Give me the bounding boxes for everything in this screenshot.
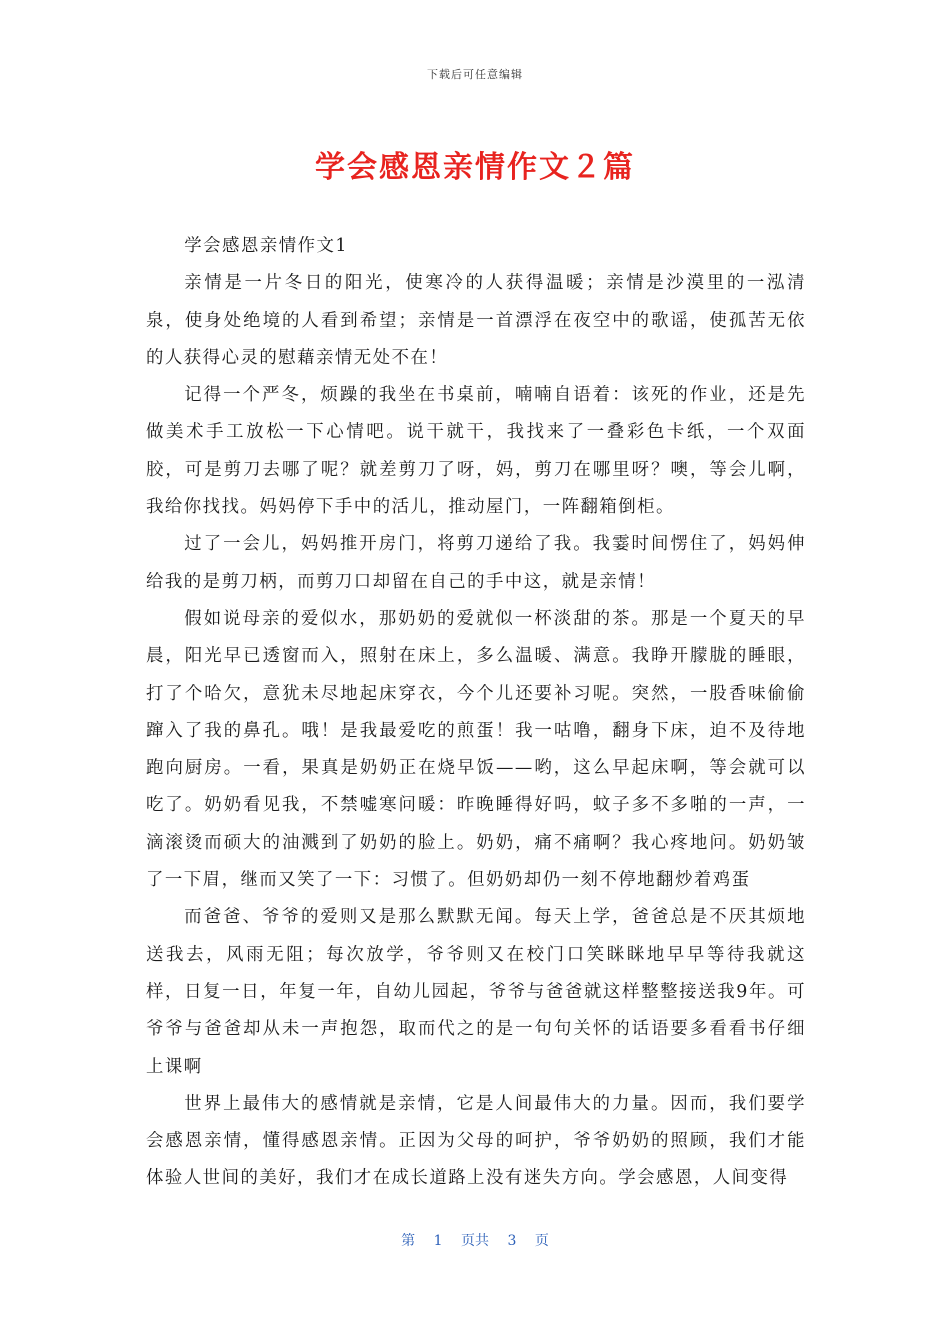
footer-total-pages: 3	[507, 1233, 517, 1249]
document-body	[146, 228, 806, 1198]
footer-middle: 页共	[461, 1233, 489, 1249]
paragraph: 而爸爸、爷爷的爱则又是那么默默无闻。每天上学，爸爸总是不厌其烦地送我去，风雨无阻；每次放学，爷爷则又在校门口笑眯眯地早早等待我就这样，日复一日，年复一年，自幼儿园起，爷爷与爸爸就这样整整接送我9年。可爷爷与爸爸却从未一声抱怨，取而代之的是一句句关怀的话语要多看看书仔细上课啊	[146, 907, 806, 1077]
section-heading: 学会感恩亲情作文1	[184, 236, 348, 256]
paragraph: 亲情是一片冬日的阳光，使寒冷的人获得温暖；亲情是沙漠里的一泓清泉，使身处绝境的人看到希望；亲情是一首漂浮在夜空中的歌谣，使孤苦无依的人获得心灵的慰藉亲情无处不在！	[146, 273, 806, 368]
header-note: 下载后可任意编辑	[427, 68, 523, 81]
footer-page-number: 1	[433, 1233, 443, 1249]
page-footer	[0, 1230, 950, 1250]
document-title: 学会感恩亲情作文２篇	[315, 150, 635, 185]
paragraph: 过了一会儿，妈妈推开房门，将剪刀递给了我。我霎时间愣住了，妈妈伸给我的是剪刀柄，而剪刀口却留在自己的手中这，就是亲情！	[146, 534, 806, 592]
paragraph: 假如说母亲的爱似水，那奶奶的爱就似一杯淡甜的茶。那是一个夏天的早晨，阳光早已透窗而入，照射在床上，多么温暖、满意。我睁开朦胧的睡眼，打了个哈欠，意犹未尽地起床穿衣，今个儿还要补习呢。突然，一股香味偷偷蹿入了我的鼻孔。哦！是我最爱吃的煎蛋！我一咕噜，翻身下床，迫不及待地跑向厨房。一看，果真是奶奶正在烧早饭——哟，这么早起床啊，等会就可以吃了。奶奶看见我，不禁嘘寒问暖：昨晚睡得好吗，蚊子多不多啪的一声，一滴滚烫而硕大的油溅到了奶奶的脸上。奶奶，痛不痛啊？我心疼地问。奶奶皱了一下眉，继而又笑了一下：习惯了。但奶奶却仍一刻不停地翻炒着鸡蛋	[146, 608, 806, 891]
paragraph: 世界上最伟大的感情就是亲情，它是人间最伟大的力量。因而，我们要学会感恩亲情，懂得感恩亲情。正因为父母的呵护，爷爷奶奶的照顾，我们才能体验人世间的美好，我们才在成长道路上没有迷失方向。学会感恩，人间变得	[146, 1093, 806, 1189]
footer-prefix: 第	[401, 1233, 416, 1249]
paragraph: 记得一个严冬，烦躁的我坐在书桌前，喃喃自语着：该死的作业，还是先做美术手工放松一下心情吧。说干就干，我找来了一叠彩色卡纸，一个双面胶，可是剪刀去哪了呢？就差剪刀了呀，妈，剪刀在哪里呀？噢，等会儿啊，我给你找找。妈妈停下手中的活儿，推动屋门，一阵翻箱倒柜。	[146, 385, 806, 518]
footer-suffix: 页	[534, 1233, 549, 1249]
